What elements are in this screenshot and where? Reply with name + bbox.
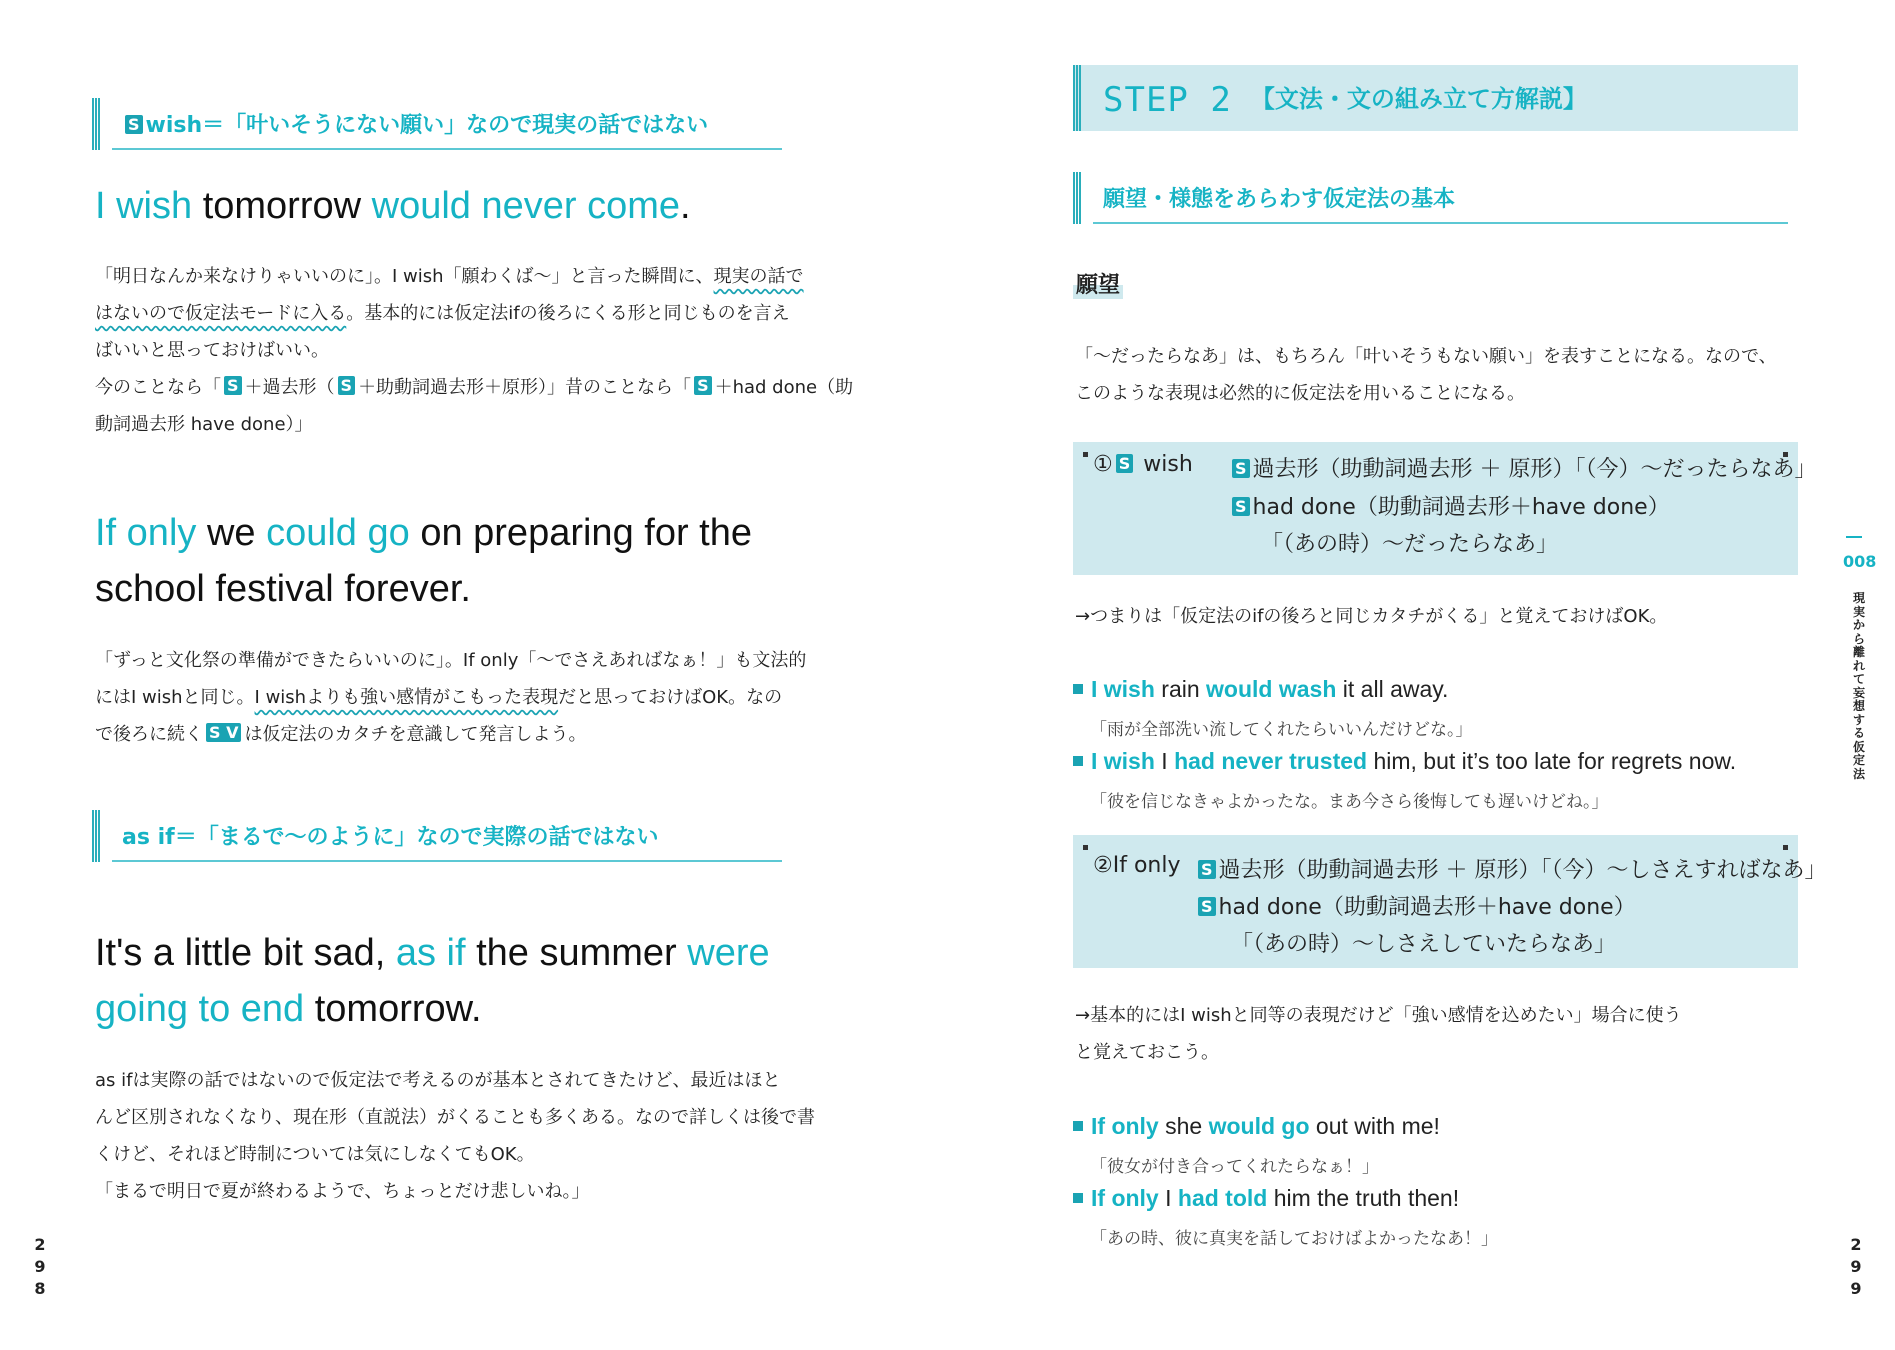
translation-3: 「彼女が付き合ってくれたらなぁ！」 <box>1090 1157 1379 1177</box>
header-bars <box>92 98 101 150</box>
step-title: 【文法・文の組み立て方解説】 <box>1250 85 1587 113</box>
example-sentence-2: If only we could go on preparing for the school festival forever. <box>95 512 752 610</box>
step-header-bars <box>1073 65 1082 131</box>
example-if-only-1: If only she would go out with me! <box>1073 1113 1440 1140</box>
example-sentence-1: I wish tomorrow would never come. <box>95 185 691 227</box>
section-header-as-if-text: as if＝「まるで〜のように」なので実際の話ではない <box>122 825 659 850</box>
step-header <box>1073 65 1798 131</box>
s-badge: S <box>125 115 143 134</box>
side-chapter-number: 008 <box>1843 552 1877 571</box>
section-header-wish-text: S wish＝「叶いそうにない願い」なので現実の話ではない <box>122 108 708 139</box>
header-bars <box>92 810 101 862</box>
header-underline <box>1093 222 1788 224</box>
translation-1: 「雨が全部洗い流してくれたらいいんだけどな。」 <box>1090 720 1473 740</box>
header-bars <box>1073 172 1082 224</box>
example-wish-1: I wish rain would wash it all away. <box>1073 676 1448 703</box>
example-if-only-2: If only I had told him the truth then! <box>1073 1185 1459 1212</box>
step-label: STEP 2 <box>1103 80 1232 120</box>
header-underline <box>112 860 782 862</box>
intro-text: 「〜だったらなあ」は、もちろん「叶いそうもない願い」を表すことになる。なので、 このような表現は必然的に仮定法を用いることになる。 <box>1075 346 1777 404</box>
formula-box-if-only: ②If only S 過去形（助動詞過去形 ＋ 原形）「（今）〜しさえすればなあ」 S had done（助動詞過去形＋have done） 「（あの時）〜しさえしていたらなあ」 <box>1073 835 1798 968</box>
note-1: →つまりは「仮定法のifの後ろと同じカタチがくる」と覚えておけばOK。 <box>1075 606 1668 627</box>
note-2: →基本的にはI wishと同等の表現だけど「強い感情を込めたい」場合に使う と覚えておこう。 <box>1075 1005 1682 1063</box>
header-underline <box>112 148 782 150</box>
section-header-basics-text: 願望・様態をあらわす仮定法の基本 <box>1103 187 1456 212</box>
bullet-square <box>1073 1193 1083 1203</box>
translation-2: 「彼を信じなきゃよかったな。まあ今さら後悔しても遅いけどね。」 <box>1090 792 1609 812</box>
bullet-square <box>1073 1121 1083 1131</box>
example-wish-2: I wish I had never trusted him, but it’s too late for regrets now. <box>1073 748 1736 775</box>
bullet-square <box>1073 756 1083 766</box>
example-sentence-3: It's a little bit sad, as if the summer were going to end tomorrow. <box>95 932 770 1030</box>
translation-4: 「あの時、彼に真実を話しておけばよかったなあ！」 <box>1090 1229 1498 1249</box>
side-tab-rule <box>1846 536 1862 538</box>
explanation-3: as ifは実際の話ではないので仮定法で考えるのが基本とされてきたけど、最近はほと んど区別されなくなり、現在形（直説法）がくることも多くある。なので詳しくは後で書 くけど、それほど時制については気にしなくてもOK。 「まるで明日で夏が終わるようで、ちょっとだけ悲しいね。」 <box>95 1070 815 1202</box>
formula-box-wish: ① S wish S 過去形（助動詞過去形 ＋ 原形）「（今）〜だったらなあ」 S had done（助動詞過去形＋have done） 「（あの時）〜だったらなあ」 <box>1073 442 1798 575</box>
side-chapter-title: 現 実 か ら 離 れ て 妄 想 す る 仮 定 法 <box>1852 591 1865 781</box>
bullet-square <box>1073 684 1083 694</box>
explanation-1: 「明日なんか来なけりゃいいのに」。I wish「願わくば〜」と言った瞬間に、現実の話で はないので仮定法モードに入る。基本的には仮定法ifの後ろにくる形と同じものを言え ばいいと思っておけばいい。 今のことなら「 S ＋過去形（ S ＋助動詞過去形＋原形）」昔のことなら「 S ＋had done（助 動詞過去形 have done）」 <box>95 266 854 435</box>
explanation-2: 「ずっと文化祭の準備ができたらいいのに」。If only「〜でさえあればなぁ！」も文法的 にはI wishと同じ。I wishよりも強い感情がこもった表現だと思っておけばOK。なの で後ろに続く S V は仮定法のカタチを意識して発言しよう。 <box>95 650 807 745</box>
sv-badge: S V <box>206 723 241 742</box>
subheading-wish: 願望 <box>1073 268 1123 299</box>
